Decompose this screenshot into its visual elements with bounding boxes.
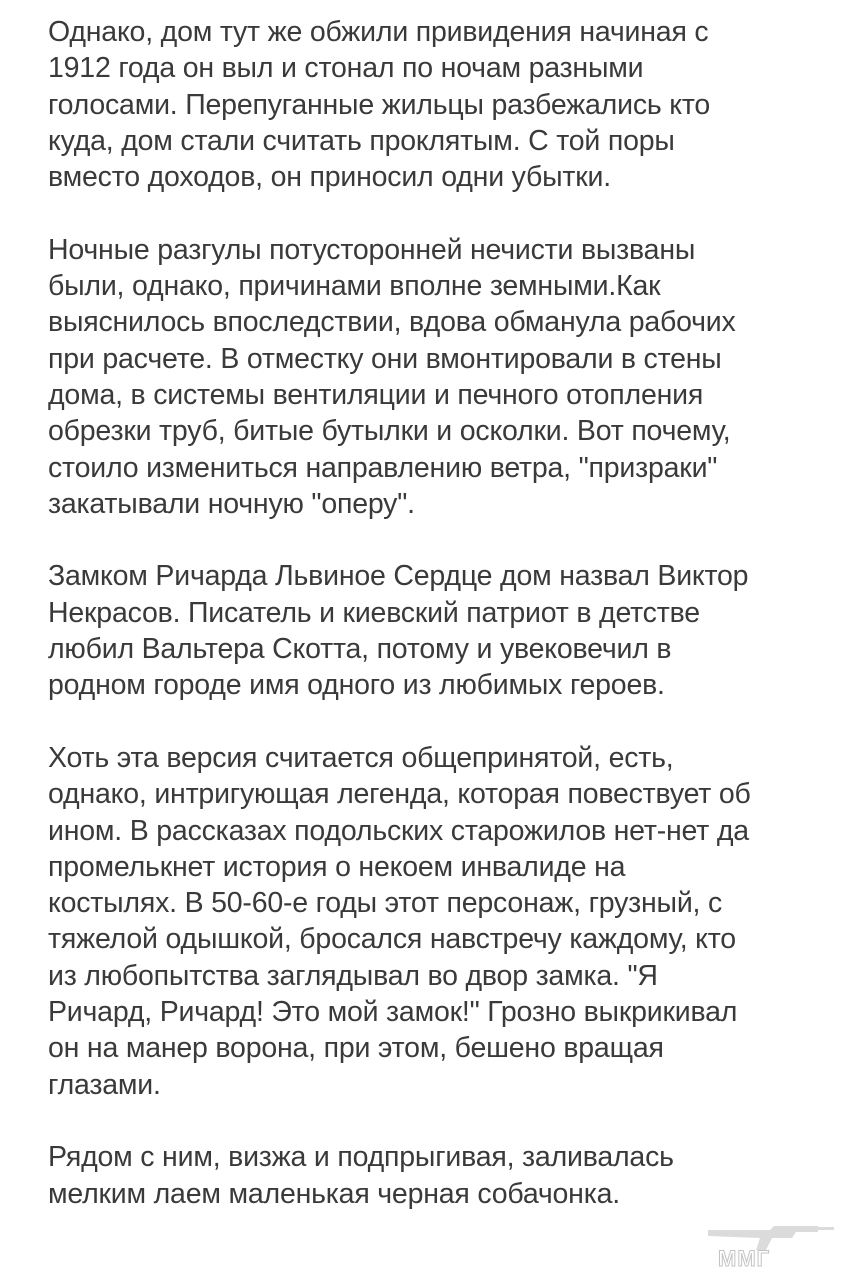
paragraph-4 — [48, 740, 828, 1103]
text-line: глазами. — [48, 1068, 161, 1101]
text-line: вместо доходов, он приносил одни убытки. — [48, 161, 611, 194]
text-line: Однако, дом тут же обжили привидения начиная с — [48, 16, 709, 48]
watermark — [700, 1216, 840, 1276]
text-line: при расчете. В отместку они вмонтировали в стены — [48, 342, 722, 375]
text-line: промелькнет история о некоем инвалиде на — [48, 850, 626, 883]
text-line: Хоть эта версия считается общепринятой, есть, — [48, 741, 674, 774]
text-line: родном городе имя одного из любимых героев. — [48, 669, 665, 702]
text-line: Ночные разгулы потусторонней нечисти вызваны — [48, 233, 696, 266]
text-line: мелким лаем маленькая черная собачонка. — [48, 1177, 620, 1210]
text-line: однако, интригующая легенда, которая повествует об — [48, 778, 751, 811]
text-line: костылях. В 50-60-е годы этот персонаж, грузный, с — [48, 887, 723, 920]
text-line: обрезки труб, битые бутылки и осколки. Вот почему, — [48, 415, 731, 448]
text-line: из любопытства заглядывал во двор замка. "Я — [48, 959, 658, 992]
text-line: тяжелой одышкой, бросался навстречу каждому, кто — [48, 923, 736, 956]
text-line: Ричард, Ричард! Это мой замок!" Грозно выкрикивал — [48, 996, 738, 1029]
paragraph-3 — [48, 558, 828, 703]
text-line: куда, дом стали считать проклятым. С той поры — [48, 124, 675, 157]
text-line: дома, в системы вентиляции и печного отопления — [48, 378, 704, 411]
text-line: закатывали ночную "оперу". — [48, 487, 415, 520]
paragraph-1 — [48, 14, 828, 195]
text-line: Замком Ричарда Львиное Сердце дом назвал Виктор — [48, 560, 749, 593]
text-line: голосами. Перепуганные жильцы разбежались кто — [48, 88, 711, 121]
text-line: Некрасов. Писатель и киевский патриот в детстве — [48, 596, 700, 629]
text-line: любил Вальтера Скотта, потому и увековечил в — [48, 633, 672, 666]
watermark-label: ММГ — [718, 1246, 771, 1271]
text-line: выяснилось впоследствии, вдова обманула рабочих — [48, 306, 736, 339]
article-body — [48, 14, 828, 1248]
text-line: ином. В рассказах подольских старожилов нет-нет да — [48, 814, 749, 847]
text-line: 1912 года он выл и стонал по ночам разными — [48, 52, 644, 85]
text-line: стоило измениться направлению ветра, "призраки" — [48, 451, 718, 484]
text-line: были, однако, причинами вполне земными.Как — [48, 270, 661, 303]
paragraph-5 — [48, 1139, 828, 1212]
paragraph-2 — [48, 232, 828, 522]
text-line: Рядом с ним, визжа и подпрыгивая, заливалась — [48, 1141, 674, 1174]
text-line: он на манер ворона, при этом, бешено вращая — [48, 1032, 664, 1065]
